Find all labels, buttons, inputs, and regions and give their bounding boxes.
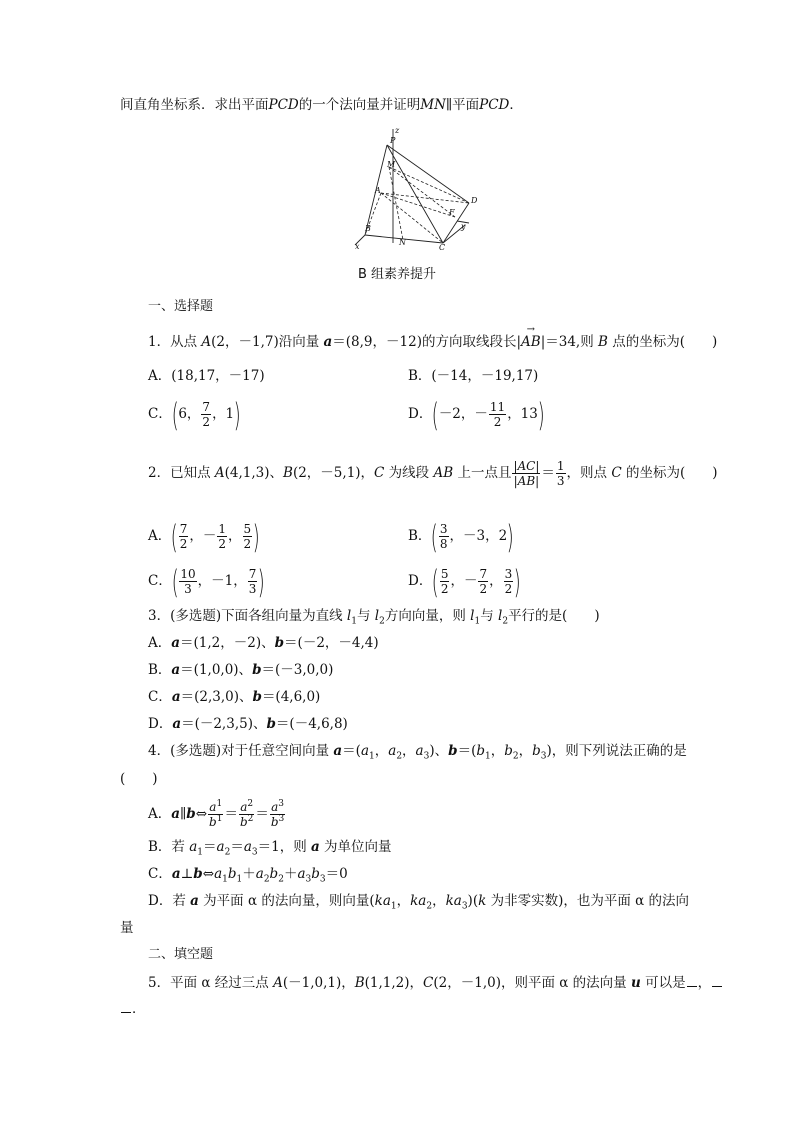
q4-option-c[interactable]: C．$a\perp b\Leftrightarrow a_1b_1+a_2b_2+a_3b_3=0$ (148, 866, 348, 885)
label-z: z (395, 126, 400, 135)
label-D: D (471, 196, 478, 205)
label-M: M (387, 160, 396, 169)
q2-option-d[interactable]: D．( $\frac{5}{2}$ ，－ $\frac{7}{2}$ ， $\frac{3}{2}$ ) (408, 562, 521, 601)
q3-option-c[interactable]: C．a＝(2,3,0)、b＝(4,6,0) (148, 689, 321, 705)
q1-option-a[interactable]: A．(18,17，－17) (148, 368, 265, 384)
label-N: N (399, 238, 406, 247)
answer-blank-part2[interactable] (121, 1012, 131, 1013)
label-F: F (449, 208, 455, 217)
q3-option-a[interactable]: A．a＝(1,2，－2)、b＝(－2，－4,4) (148, 635, 379, 651)
question-1: 1．从点 A(2，－1,7)沿向量 a＝(8,9，－12)的方向取线段长|→ AB|＝34,则 B 点的坐标为( ) (148, 333, 717, 351)
label-C: C (439, 243, 446, 250)
group-title: B 组素养提升 (358, 267, 437, 282)
label-P: P (390, 136, 396, 145)
q3-option-b[interactable]: B．a＝(1,0,0)、b＝(－3,0,0) (148, 662, 334, 678)
answer-blank-part1[interactable] (687, 986, 697, 987)
question-4: 4．(多选题)对于任意空间向量 $a=(a_1$，$a_2$，$a_3$)、$b=(b_1$，$b_2$，$b_3$)，则下列说法正确的是 (148, 743, 687, 762)
intro-line: 间直角坐标系．求出平面PCD的一个法向量并证明MN∥平面PCD． (120, 97, 523, 113)
q2-option-c[interactable]: C．( $\frac{10}{3}$ ，－1， $\frac{7}{3}$ ) (148, 562, 266, 601)
label-x: x (355, 242, 360, 250)
section-fill-title: 二、填空题 (148, 947, 214, 962)
q1-option-d[interactable]: D．(－2，－ $\frac{11}{2}$ ，13) (408, 395, 545, 434)
q5-answer-continued[interactable]: ． (120, 1000, 146, 1018)
answer-blank-part1b[interactable] (712, 986, 722, 987)
q1-option-b[interactable]: B．(－14，－19,17) (408, 368, 539, 384)
q4-answer-paren[interactable]: ( ) (120, 771, 158, 787)
q4-option-b[interactable]: B．若 $a_1=a_2=a_3=1$，则 a 为单位向量 (148, 839, 392, 858)
q4-option-d-continued: 量 (120, 920, 134, 936)
q2-option-b[interactable]: B．( $\frac{3}{8}$ ，－3，2) (408, 517, 514, 556)
q3-option-d[interactable]: D．a＝(－2,3,5)、b＝(－4,6,8) (148, 716, 348, 732)
pyramid-figure (345, 125, 480, 250)
q4-option-d[interactable]: D．若 a 为平面 α 的法向量，则向量($ka_1$，$ka_2$，$ka_3)(k$ 为非零实数)，也为平面 α 的法向 (148, 893, 690, 912)
label-y: y (461, 222, 466, 231)
section-choice-title: 一、选择题 (148, 299, 214, 314)
label-B: B (365, 224, 371, 233)
question-5: 5．平面 α 经过三点 A(－1,0,1)，B(1,1,2)，C(2，－1,0)，则平面 α 的法向量 u 可以是 ， (148, 974, 723, 992)
q2-option-a[interactable]: A．( $\frac{7}{2}$ ，－ $\frac{1}{2}$ ， $\frac{5}{2}$ ) (148, 517, 260, 556)
label-A: A (375, 186, 381, 195)
question-3: 3．(多选题)下面各组向量为直线 $l_1$与 $l_2$方向向量，则 $l_1$与 $l_2$平行的是( ) (148, 608, 600, 627)
q1-option-c[interactable]: C．(6， $\frac{7}{2}$ ，1) (148, 395, 241, 434)
question-2: 2．已知点 A(4,1,3)、B(2，－5,1)，C 为线段 AB 上一点且 $\frac{|AC|}{|AB|}$ ＝ $\frac{1}{3}$ ，则点 C 的坐标为( ) (148, 459, 718, 488)
q4-option-a[interactable]: A．a∥b⇔ $\frac{a^1}{b^1}$ ＝ $\frac{a^2}{b^2}$ ＝ $\frac{a^3}{b^3}$ (148, 799, 285, 829)
